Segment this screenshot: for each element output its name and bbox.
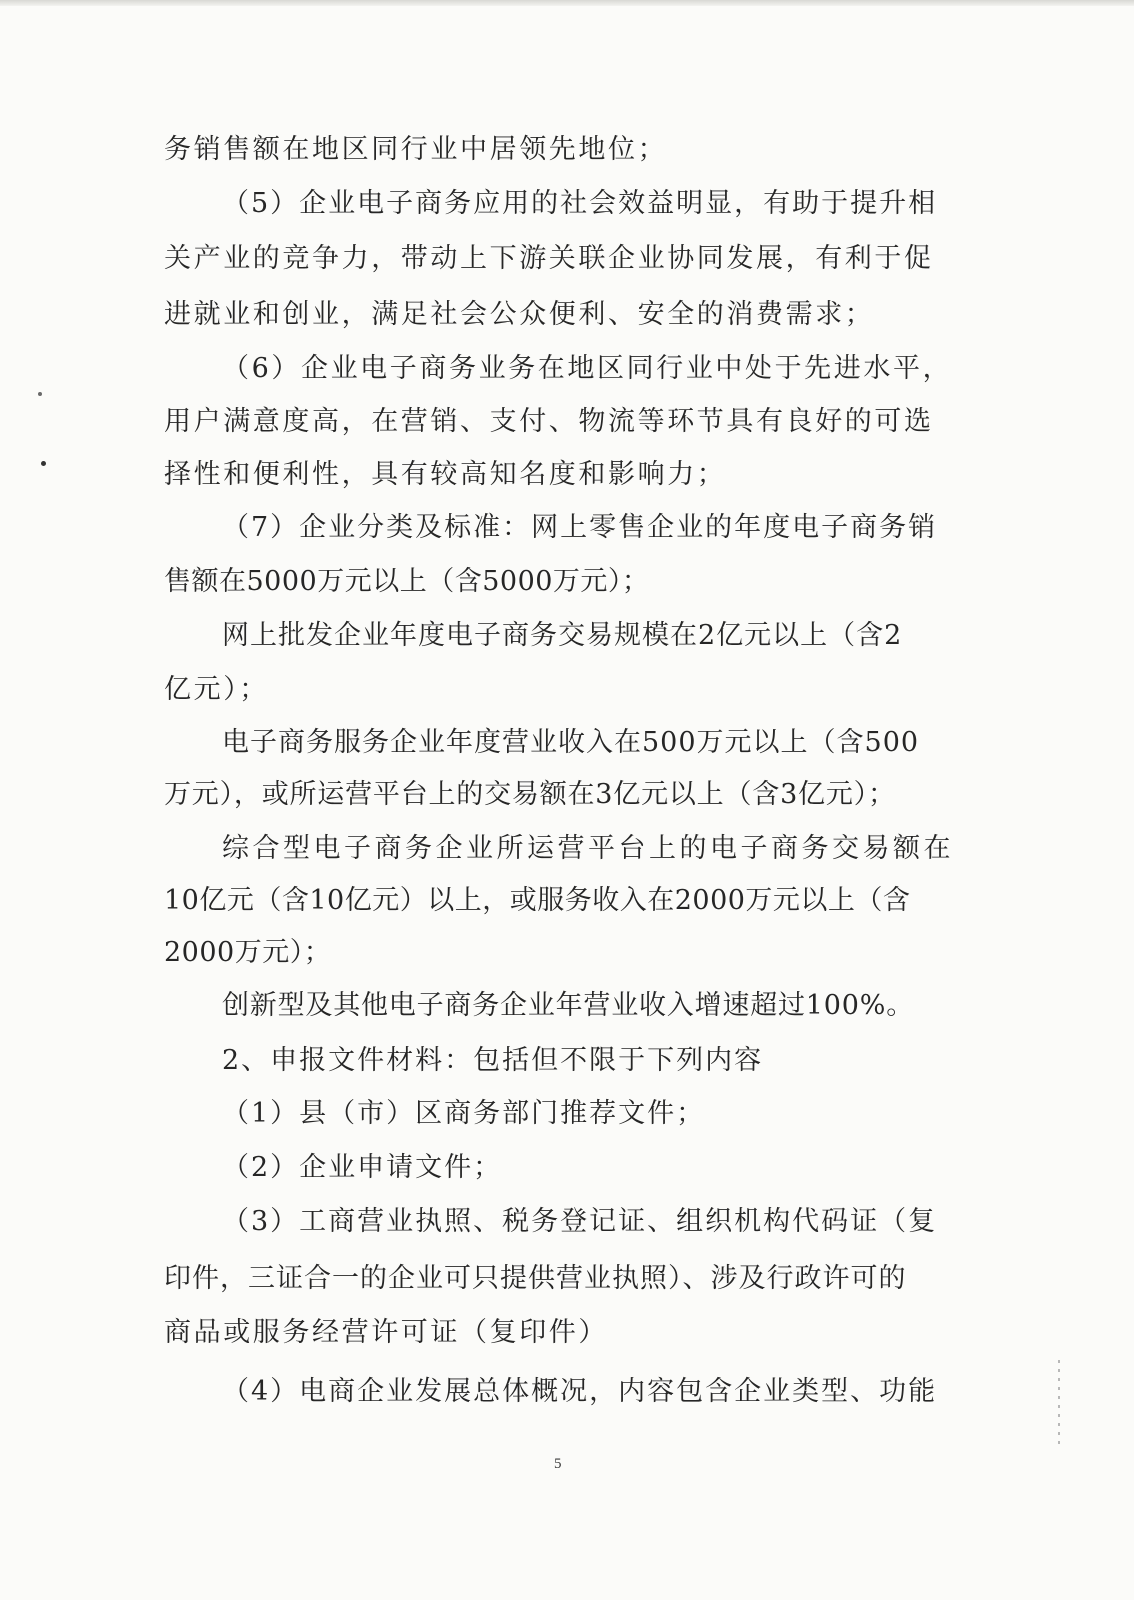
text-line: 用户满意度高，在营销、支付、物流等环节具有良好的可选 [164, 406, 934, 437]
scan-dots [1058, 1360, 1060, 1450]
text-line: （5）企业电子商务应用的社会效益明显，有助于提升相 [222, 188, 938, 219]
text-line: 电子商务服务企业年度营业收入在500万元以上（含500 [222, 727, 920, 758]
text-line: 万元），或所运营平台上的交易额在3亿元以上（含3亿元）； [164, 779, 896, 810]
text-line: 售额在5000万元以上（含5000万元）； [164, 566, 650, 597]
text-line: （1）县（市）区商务部门推荐文件； [222, 1098, 706, 1129]
text-line: 10亿元（含10亿元）以上，或服务收入在2000万元以上（含 [164, 885, 911, 916]
text-line: （6）企业电子商务业务在地区同行业中处于先进水平， [222, 353, 953, 384]
text-line: （7）企业分类及标准：网上零售企业的年度电子商务销 [222, 512, 938, 543]
text-line: 商品或服务经营许可证（复印件） [164, 1317, 608, 1348]
text-line: 亿元）； [164, 674, 269, 705]
page-number: 5 [554, 1456, 562, 1472]
text-line: 进就业和创业，满足社会公众便利、安全的消费需求； [164, 299, 875, 330]
scan-top-edge [0, 0, 1134, 6]
section-heading: 2、申报文件材料：包括但不限于下列内容 [222, 1045, 764, 1076]
text-line: 2000万元）； [164, 937, 332, 968]
text-line: 印件，三证合一的企业可只提供营业执照）、涉及行政许可的 [164, 1263, 907, 1294]
text-line: （3）工商营业执照、税务登记证、组织机构代码证（复 [222, 1206, 938, 1237]
text-line: 关产业的竞争力，带动上下游关联企业协同发展，有利于促 [164, 243, 934, 274]
text-line: （2）企业申请文件； [222, 1152, 503, 1183]
text-line: 网上批发企业年度电子商务交易规模在2亿元以上（含2 [222, 620, 903, 651]
scan-speck [41, 461, 46, 466]
scan-speck [38, 392, 42, 396]
text-line: （4）电商企业发展总体概况，内容包含企业类型、功能 [222, 1376, 938, 1407]
text-line: 创新型及其他电子商务企业年营业收入增速超过100%。 [222, 990, 914, 1021]
text-line: 综合型电子商务企业所运营平台上的电子商务交易额在 [222, 833, 954, 864]
text-line: 择性和便利性，具有较高知名度和影响力； [164, 459, 727, 490]
text-line: 务销售额在地区同行业中居领先地位； [164, 134, 668, 165]
